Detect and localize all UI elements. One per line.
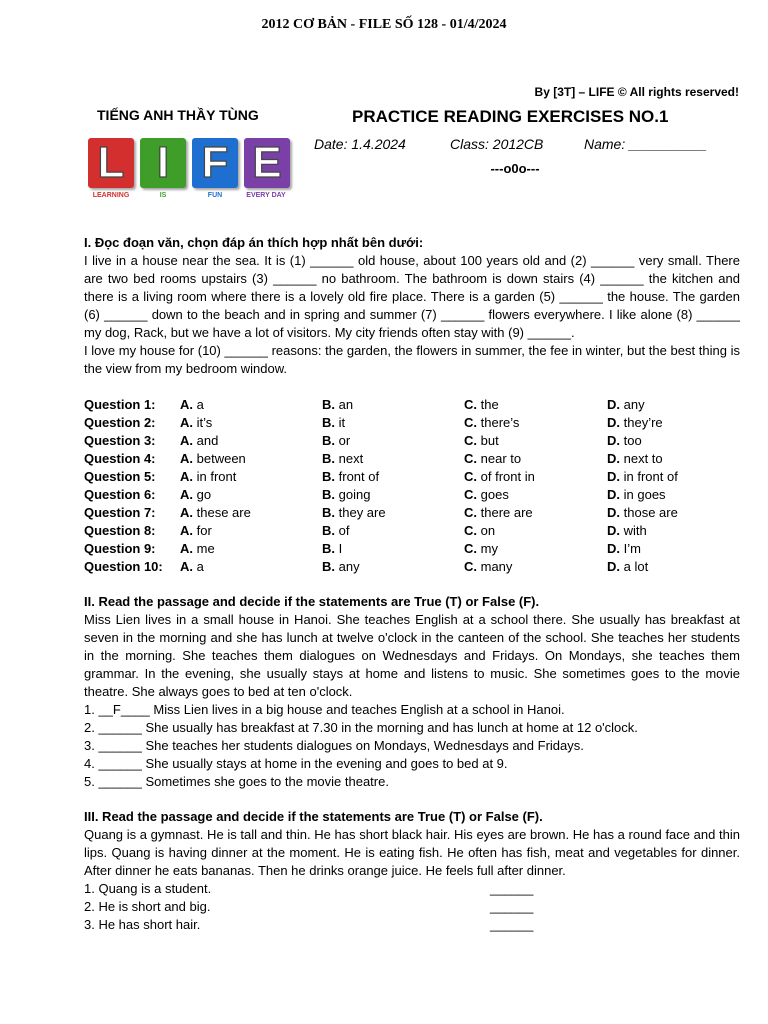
- answer-option[interactable]: [607, 396, 645, 414]
- section-3-passage: Quang is a gymnast. He is tall and thin. He has short black hair. His eyes are brown. He has a round face and thin lips. Quang is having dinner at the moment. He is eating fish. He often has fish, meat and vegetables for dinner. After dinner he eats bananas. Then he drinks orange juice. He feels full after dinner.: [84, 827, 740, 878]
- option-text: these are: [196, 505, 251, 520]
- option-text: go: [196, 487, 212, 502]
- option-letter: B.: [322, 523, 335, 538]
- option-letter: A.: [180, 469, 193, 484]
- option-text: in goes: [623, 487, 666, 502]
- logo-caption: EVERY DAY: [246, 192, 286, 199]
- option-letter: D.: [607, 505, 620, 520]
- option-letter: A.: [180, 451, 193, 466]
- option-text: it’s: [196, 415, 213, 430]
- option-letter: C.: [464, 559, 477, 574]
- section-1-text: [84, 234, 740, 378]
- question-label: Question 2:: [84, 415, 156, 430]
- question-label: Question 4:: [84, 451, 156, 466]
- option-letter: A.: [180, 415, 193, 430]
- option-text: and: [196, 433, 219, 448]
- option-letter: A.: [180, 523, 193, 538]
- answer-option[interactable]: [180, 558, 204, 576]
- answer-blank[interactable]: ______: [490, 899, 534, 914]
- answer-option[interactable]: [607, 522, 647, 540]
- logo-letter: F: [201, 138, 229, 187]
- option-text: I’m: [623, 541, 641, 556]
- option-text: but: [480, 433, 499, 448]
- option-text: on: [480, 523, 496, 538]
- answer-option[interactable]: [322, 504, 386, 522]
- answer-option[interactable]: [180, 522, 212, 540]
- option-letter: C.: [464, 487, 477, 502]
- answer-option[interactable]: [607, 504, 678, 522]
- option-text: there’s: [480, 415, 520, 430]
- option-letter: B.: [322, 397, 335, 412]
- question-label: Question 7:: [84, 505, 156, 520]
- option-letter: B.: [322, 505, 335, 520]
- option-letter: B.: [322, 415, 335, 430]
- option-text: me: [196, 541, 215, 556]
- option-letter: C.: [464, 523, 477, 538]
- copyright-line: By [3T] – LIFE © All rights reserved!: [534, 85, 739, 99]
- option-letter: C.: [464, 433, 477, 448]
- section-2-text: [84, 593, 740, 701]
- answer-option[interactable]: [607, 558, 648, 576]
- statement: 3. He has short hair.: [84, 917, 201, 932]
- answer-option[interactable]: [464, 486, 509, 504]
- option-text: my: [480, 541, 498, 556]
- section-1-heading: I. Đọc đoạn văn, chọn đáp án thích hợp nhất bên dưới:: [84, 235, 424, 250]
- section-2-heading: II. Read the passage and decide if the statements are True (T) or False (F).: [84, 594, 540, 609]
- option-letter: B.: [322, 469, 335, 484]
- option-text: any: [623, 397, 645, 412]
- logo-letter: E: [252, 138, 282, 187]
- answer-blank[interactable]: ______: [490, 917, 534, 932]
- option-text: for: [196, 523, 212, 538]
- option-letter: C.: [464, 397, 477, 412]
- option-letter: C.: [464, 415, 477, 430]
- option-text: in front: [196, 469, 237, 484]
- answer-option[interactable]: [322, 486, 370, 504]
- option-letter: A.: [180, 397, 193, 412]
- option-letter: A.: [180, 541, 193, 556]
- question-label: Question 1:: [84, 397, 156, 412]
- statement: 2. ______ She usually has breakfast at 7.30 in the morning and has lunch at home at 12 o'clock.: [84, 720, 638, 735]
- answer-option[interactable]: [180, 540, 215, 558]
- document-title: PRACTICE READING EXERCISES NO.1: [352, 107, 669, 126]
- answer-option[interactable]: [607, 468, 678, 486]
- section-3-text: [84, 808, 740, 880]
- option-letter: D.: [607, 451, 620, 466]
- answer-option[interactable]: [322, 396, 353, 414]
- option-letter: D.: [607, 523, 620, 538]
- option-text: too: [623, 433, 642, 448]
- question-label: Question 10:: [84, 559, 163, 574]
- option-text: a: [196, 559, 204, 574]
- option-text: they are: [338, 505, 386, 520]
- statement: 1. __F____ Miss Lien lives in a big house and teaches English at a school in Hanoi.: [84, 702, 565, 717]
- answer-option[interactable]: [464, 396, 499, 414]
- statement: 3. ______ She teaches her students dialogues on Mondays, Wednesdays and Fridays.: [84, 738, 584, 753]
- option-letter: C.: [464, 541, 477, 556]
- option-text: many: [480, 559, 513, 574]
- answer-option[interactable]: [180, 396, 204, 414]
- answer-option[interactable]: [464, 450, 521, 468]
- answer-option[interactable]: [322, 414, 345, 432]
- logo-caption: FUN: [207, 192, 223, 199]
- answer-option[interactable]: [322, 468, 379, 486]
- question-label: Question 9:: [84, 541, 156, 556]
- statement: 4. ______ She usually stays at home in the evening and goes to bed at 9.: [84, 756, 508, 771]
- name-field: Name: __________: [584, 136, 707, 152]
- option-text: I: [338, 541, 343, 556]
- answer-option[interactable]: [180, 414, 212, 432]
- option-letter: D.: [607, 433, 620, 448]
- option-letter: B.: [322, 433, 335, 448]
- option-letter: B.: [322, 541, 335, 556]
- option-text: with: [623, 523, 647, 538]
- option-letter: C.: [464, 451, 477, 466]
- class-field: Class: 2012CB: [450, 136, 544, 152]
- logo-caption: LEARNING: [92, 192, 130, 199]
- option-letter: D.: [607, 469, 620, 484]
- answer-option[interactable]: [464, 468, 535, 486]
- answer-option[interactable]: [322, 558, 360, 576]
- question-label: Question 5:: [84, 469, 156, 484]
- option-letter: A.: [180, 487, 193, 502]
- option-text: they’re: [623, 415, 663, 430]
- option-text: there are: [480, 505, 533, 520]
- separator: ---o0o---: [490, 161, 540, 176]
- option-text: goes: [480, 487, 509, 502]
- answer-option[interactable]: [607, 432, 642, 450]
- answer-option[interactable]: [180, 504, 251, 522]
- answer-option[interactable]: [322, 540, 342, 558]
- question-label: Question 6:: [84, 487, 156, 502]
- answer-option[interactable]: [180, 468, 236, 486]
- option-text: or: [338, 433, 351, 448]
- logo-letter: L: [97, 138, 125, 187]
- option-letter: D.: [607, 415, 620, 430]
- answer-option[interactable]: [464, 558, 512, 576]
- option-text: next: [338, 451, 364, 466]
- option-text: front of: [338, 469, 380, 484]
- logo-letter: I: [156, 138, 170, 187]
- answer-option[interactable]: [322, 450, 363, 468]
- answer-option[interactable]: [464, 522, 495, 540]
- answer-option[interactable]: [607, 486, 666, 504]
- option-text: next to: [623, 451, 663, 466]
- answer-option[interactable]: [464, 540, 498, 558]
- option-text: going: [338, 487, 371, 502]
- option-text: those are: [623, 505, 678, 520]
- answer-blank[interactable]: ______: [490, 881, 534, 896]
- option-text: any: [338, 559, 360, 574]
- question-label: Question 8:: [84, 523, 156, 538]
- option-text: near to: [480, 451, 522, 466]
- option-letter: D.: [607, 541, 620, 556]
- answer-option[interactable]: [607, 540, 641, 558]
- option-text: between: [196, 451, 246, 466]
- option-text: the: [480, 397, 499, 412]
- statement: 1. Quang is a student.: [84, 881, 212, 896]
- question-label: Question 3:: [84, 433, 156, 448]
- answer-option[interactable]: [180, 450, 246, 468]
- option-text: of: [338, 523, 350, 538]
- section-2-passage: Miss Lien lives in a small house in Hanoi. She teaches English at a school there. She usually has breakfast at seven in the morning and she has lunch at twelve o'clock in the canteen of the school. She teaches her students in the morning. She teaches them dialogues on Wednesdays and Fridays. On Mondays, she teaches them grammar. In the evening, she usually stays at home and listens to music. She sometimes goes to the movie theatre. She always goes to bed at ten o'clock.: [84, 612, 740, 699]
- option-text: an: [338, 397, 354, 412]
- option-letter: C.: [464, 505, 477, 520]
- option-text: it: [338, 415, 346, 430]
- option-letter: B.: [322, 451, 335, 466]
- section-3-heading: III. Read the passage and decide if the statements are True (T) or False (F).: [84, 809, 543, 824]
- brand-name: TIẾNG ANH THẦY TÙNG: [97, 107, 259, 123]
- logo-caption: IS: [159, 192, 167, 199]
- section-1-paragraph-2: I love my house for (10) ______ reasons: the garden, the flowers in summer, the fee in winter, but the best thing is the view from my bedroom window.: [84, 343, 740, 376]
- answer-option[interactable]: [607, 450, 663, 468]
- option-letter: C.: [464, 469, 477, 484]
- answer-option[interactable]: [464, 504, 533, 522]
- option-letter: B.: [322, 487, 335, 502]
- option-letter: B.: [322, 559, 335, 574]
- statement: 5. ______ Sometimes she goes to the movie theatre.: [84, 774, 389, 789]
- answer-option[interactable]: [322, 432, 350, 450]
- statement: 2. He is short and big.: [84, 899, 211, 914]
- option-text: in front of: [623, 469, 678, 484]
- option-text: a lot: [623, 559, 649, 574]
- option-letter: D.: [607, 559, 620, 574]
- option-text: of front in: [480, 469, 535, 484]
- option-letter: A.: [180, 559, 193, 574]
- answer-option[interactable]: [180, 432, 218, 450]
- option-letter: D.: [607, 487, 620, 502]
- date-field: Date: 1.4.2024: [314, 136, 406, 152]
- file-header: 2012 CƠ BẢN - FILE SỐ 128 - 01/4/2024: [261, 17, 507, 32]
- section-1-paragraph-1: I live in a house near the sea. It is (1) ______ old house, about 100 years old and (2) ______ very small. There are two bed rooms upstairs (3) ______ no bathroom. The bathroom is down stairs (4) ______ the kitchen and there is a living room where there is a lovely old fire place. There is a garden (5) ______ the house. The garden (6) ______ down to the beach and in spring and summer (7) ______ flowers everywhere. I like alone (8) ______ my dog, Rack, but we have a lot of visitors. My city friends often stay with (9) ______.: [84, 253, 740, 340]
- option-text: a: [196, 397, 204, 412]
- answer-option[interactable]: [180, 486, 211, 504]
- option-letter: A.: [180, 433, 193, 448]
- answer-option[interactable]: [322, 522, 349, 540]
- answer-option[interactable]: [464, 414, 519, 432]
- option-letter: A.: [180, 505, 193, 520]
- answer-option[interactable]: [464, 432, 499, 450]
- option-letter: D.: [607, 397, 620, 412]
- answer-option[interactable]: [607, 414, 663, 432]
